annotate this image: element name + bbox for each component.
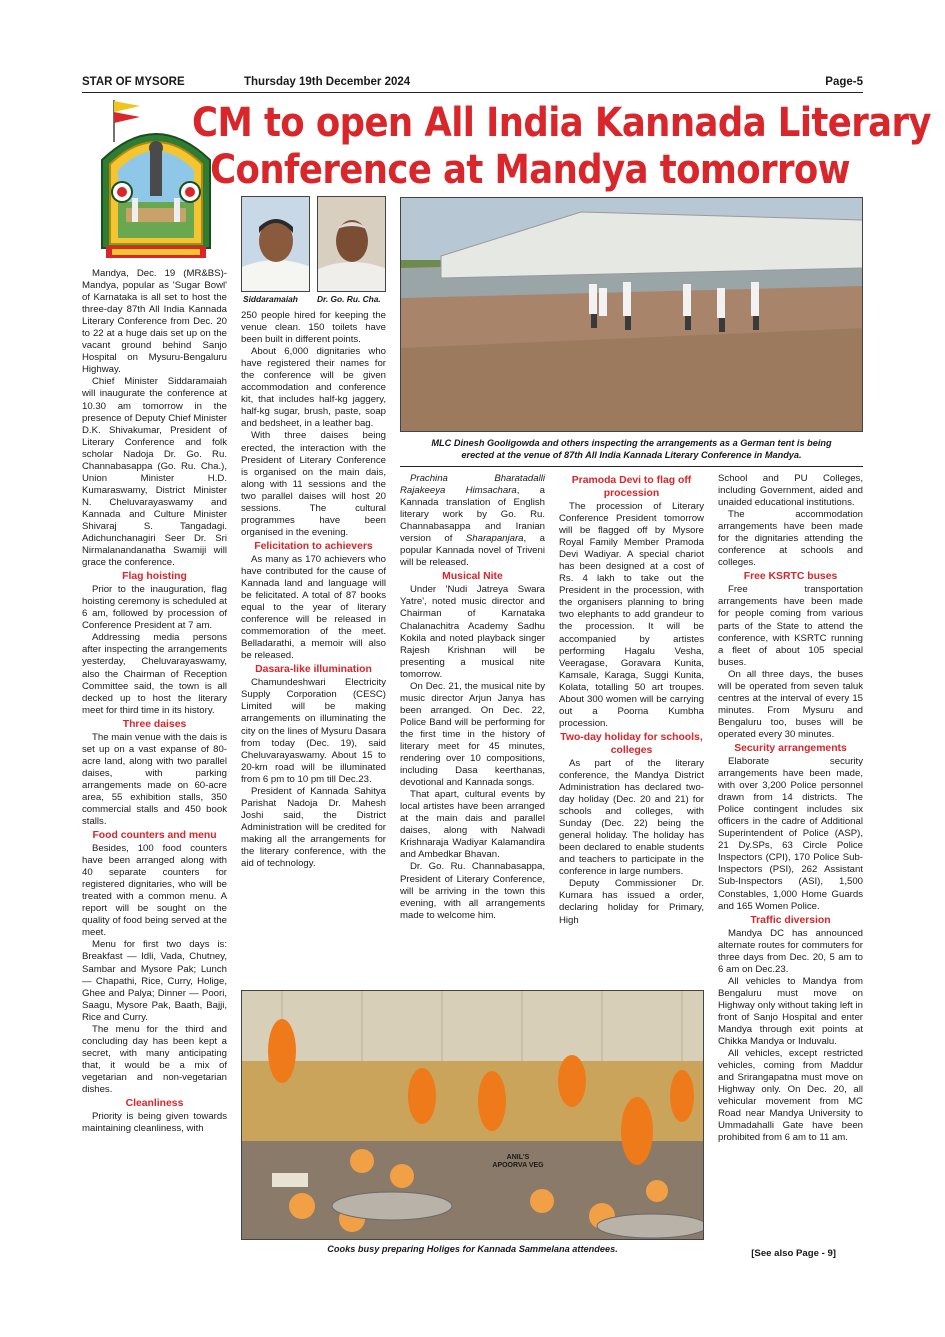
paragraph: The menu for the third and concluding day has been kept a secret, with many anticipating that, it would be a mix of vegetarian and non-vegetarian dishes. [82, 1023, 227, 1095]
subheading-cleanliness: Cleanliness [125, 1098, 184, 1110]
caption-holiges: Holiges [426, 1244, 460, 1254]
caption-rule [400, 466, 863, 467]
book-title-2: Sharapanjara [465, 533, 524, 545]
article-column-5 [718, 473, 863, 1144]
subheading-free-buses: Free KSRTC buses [743, 571, 838, 583]
paragraph: Elaborate security arrangements have been made, with over 3,200 Police personnel drawn from 14 districts. The Police contingent includes six officers in the cadre of Additional Superintendent of Police (ASP), 21 Dy.SPs, 63 Circle Police Inspectors (CPI), 170 Police Sub-Inspectors (PSI), 262 Assistant Sub-Inspectors (ASI), 1,500 Constables, 1,000 Home Guards and 165 Women Police. [718, 755, 863, 912]
paragraph: Mandya, Dec. 19 (MR&BS)- Mandya, popular as 'Sugar Bowl' of Karnataka is all set to host the three-day 87th All India Kannada Literary Conference from Dec. 20 to 22 at a huge dais set up on the vacant ground behind Sanjo Hospital on Mysuru-Bengaluru Highway. [82, 268, 227, 376]
portrait-siddaramaiah [241, 196, 310, 292]
paragraph: The accommodation arrangements have been made for the dignitaries attending the conference at schools and colleges. [718, 509, 863, 569]
paragraph: Free transportation arrangements have been made for people coming from various parts of the State to attend the conference, with KSRTC running a fleet of about 105 special buses. [718, 584, 863, 668]
paragraph: The procession of Literary Conference President tomorrow will be flagged off by Mysore Royal Family Member Pramoda Devi Wadiyar. A special chariot has been designed at a cost of Rs. 4 lakh to take out the President in the procession, with the organisers planning to bring two elephants to add grandeur to the procession. It will be accompanied by artistes performing Hagalu Vesha, Veeragase, Goravara Kunita, Kamsale, Karaga, Suggi Kunita, Kolata, totalling 50 art troupes. About 300 women will be carrying out a Poorna Kumbha procession. [559, 501, 704, 729]
paragraph: 250 people hired for keeping the venue clean. 150 toilets have been built in different points. [241, 310, 386, 346]
see-also-note: [See also Page - 9] [751, 1248, 836, 1259]
photo-cooks-preparing [241, 990, 704, 1240]
subheading-two-day-holiday: Two-day holiday for schools, colleges [560, 731, 703, 756]
paragraph: Priority is being given towards maintaining cleanliness, with [82, 1111, 227, 1135]
apron-label: ANIL'S APOORVA VEG [492, 1154, 544, 1169]
paragraph: About 6,000 dignitaries who have registered their names for the conference will be given accommodation and conference kit, that includes half-kg jaggery, half-kg sugar, brush, paste, soap and bedsheet, in a leather bag. [241, 346, 386, 430]
caption-line-1: MLC Dinesh Gooligowda and others inspecting the arrangements as a German tent is being [431, 438, 832, 448]
paragraph: President of Kannada Sahitya Parishat Nadoja Dr. Mahesh Joshi said, the District Administration will be credited for making all the arrangements for the literary conference, with the aid of technology. [241, 785, 386, 870]
caption-text: Cooks busy preparing [327, 1244, 427, 1254]
caption-line-2: erected at the venue of 87th All India Kannada Literary Conference in Mandya. [461, 450, 802, 460]
subheading-traffic-diversion: Traffic diversion [750, 914, 831, 926]
subheading-pramoda-devi: Pramoda Devi to flag off procession [571, 475, 692, 499]
paragraph: Prior to the inauguration, flag hoisting ceremony is scheduled at 6 am, followed by procession of Conference President at 7 am. [82, 584, 227, 632]
article-column-1 [82, 268, 227, 1135]
issue-date: Thursday 19th December 2024 [244, 76, 411, 88]
paragraph: Under 'Nudi Jatreya Swara Yatre', noted music director and Chairman of Karnataka Chalanachitra Academy Sadhu Kokila and noted playback singer Rajesh Krishnan will be presenting a musical nite tomorrow. [400, 584, 545, 680]
paragraph: All vehicles to Mandya from Bengaluru must move on Highway only without taking left in front of Sanjo Hospital and enter Mandya through exit points at Chikka Mandya or Induvalu. [718, 975, 863, 1048]
masthead-rule [82, 92, 863, 93]
subheading-felicitation: Felicitation to achievers [254, 540, 373, 552]
paragraph: On Dec. 21, the musical nite by music director Arjun Janya has been arranged. On Dec. 22, Police Band will be performing for the first time in the history of literary meet for 45 minutes, rendering over 10 compositions, including Dasa keerthanas, devotional and Kannada songs. [400, 680, 545, 789]
portrait-caption-left: Siddaramaiah [243, 294, 298, 304]
paragraph: Deputy Commissioner Dr. Kumara has issued a order, declaring holiday for Primary, High [559, 878, 704, 926]
subheading-food-counters: Food counters and menu [92, 830, 217, 842]
caption-cooks-preparing [241, 1243, 704, 1255]
paragraph: Menu for first two days is: Breakfast — Idli, Vada, Chutney, Sambar and Mysore Pak; Lunch — Chapathi, Rice, Curry, Holige, Ghee and Palya; Dinner — Poori, Saagu, Mysore Pak, Baath, Bajji, Rice and Curry. [82, 939, 227, 1023]
subheading-three-daises: Three daises [122, 718, 187, 730]
paragraph: On all three days, the buses will be operated from seven taluk centres at the interval of every 15 minutes. From Mysuru and Bengaluru too, buses will be operated every 30 minutes. [718, 668, 863, 740]
paragraph: That apart, cultural events by local artistes have been arranged at the main dais and parallel daises, along with Nalwadi Krishnaraja Wadiyar Kalamandira and Ambedkar Bhavan. [400, 789, 545, 861]
main-headline [192, 100, 931, 194]
page-number: Page-5 [825, 76, 863, 88]
paragraph: All vehicles, except restricted vehicles, coming from Maddur and Srirangapatna must move on Highway only. On Dec. 20, all vehicular movement from MC Road near Mandya University to Ummadahalli Gate have been prohibited from 6 am to 11 am. [718, 1048, 863, 1144]
subheading-flag-hoisting: Flag hoisting [122, 571, 187, 583]
paragraph: Dr. Go. Ru. Channabasappa, President of Literary Conference, will be arriving in the town this evening, with all arrangements made to welcome him. [400, 861, 545, 921]
newspaper-name: STAR OF MYSORE [82, 76, 185, 88]
paragraph-text: , a popular Kannada novel of Triveni will be released. [400, 533, 545, 569]
portrait-caption-right: Dr. Go. Ru. Cha. [317, 294, 381, 304]
paragraph [400, 473, 545, 569]
paragraph: As many as 170 achievers who have contributed for the cause of Kannada land and language will be felicitated. A total of 87 books equal to the year of literary conference will be released in commemoration of the meet. Belladarathi, a memoir will also be released. [241, 553, 386, 662]
paragraph: Addressing media persons after inspecting the arrangements yesterday, Cheluvarayaswamy, also the Chairman of Reception Committee said, the town is all decked up to host the literary meet for third time in its history. [82, 632, 227, 716]
masthead [82, 76, 863, 92]
subheading-security: Security arrangements [734, 742, 847, 754]
article-column-2 [241, 310, 386, 870]
paragraph: Chief Minister Siddaramaiah will inaugurate the conference at 10.30 am tomorrow in the presence of Deputy Chief Minister D.K. Shivakumar, President of Literary Conference and folk scholar Nadoja Dr. Go. Ru. Channabasappa (Go. Ru. Cha.), Union Minister H.D. Kumaraswamy, District Minister N. Cheluvarayaswamy and Kannada and Culture Minister Shivaraj S. Tangadagi. Adichunchanagiri Seer Dr. Sri Nirmalanandanatha Swamiji will grace the conference. [82, 376, 227, 569]
headline-line-1: CM to open All India Kannada Literary [192, 100, 931, 146]
paragraph: School and PU Colleges, including Government, aided and unaided educational institutions. [718, 473, 863, 509]
paragraph: Chamundeshwari Electricity Supply Corporation (CESC) Limited will be making arrangements on illuminating the city on the lines of Mysuru Dasara from today (Dec. 19), said Cheluvarayaswamy. About 15 to 20-km road will be illuminated from 6 pm to 10 pm till Dec.23. [241, 677, 386, 785]
portrait-go-ru-cha [317, 196, 386, 292]
book-title-1: Prachina Bharatadalli Rajakeeya Himsachara [400, 473, 545, 497]
subheading-dasara-illumination: Dasara-like illumination [255, 664, 372, 676]
paragraph: With three daises being erected, the interaction with the President of Literary Conference is organised on the main dais, along with 11 sessions and the two parallel daises will host 20 sessions. The cultural programmes have been organised in the evening. [241, 430, 386, 538]
caption-venue-inspection [400, 437, 863, 461]
subheading-musical-nite: Musical Nite [442, 571, 503, 583]
article-column-4 [559, 473, 704, 927]
paragraph-text: , a Kannada translation of English literary work by Go. Ru. Channabasappa and Iranian version of [400, 485, 545, 545]
photo-venue-inspection [400, 197, 863, 432]
paragraph: Besides, 100 food counters have been arranged along with 40 separate counters for registered dignitaries, who will be treated with a common menu. A report will be sought on the quality of food being served at the meet. [82, 843, 227, 939]
caption-text: for Kannada Sammelana attendees. [459, 1244, 618, 1254]
headline-line-2: Conference at Mandya tomorrow [210, 147, 850, 193]
paragraph: The main venue with the dais is set up on a vast expanse of 80-acre land, along with two parallel daises, with parking arrangements made on 60-acre area, 55 exhibition stalls, 350 commercial stalls and 450 book stalls. [82, 731, 227, 828]
paragraph: As part of the literary conference, the Mandya District Administration has declared two-day holiday (Dec. 20 and 21) for schools and colleges, with Sunday (Dec. 22) being the general holiday. The holiday has been declared to enable students and teachers to participate in the conference in large numbers. [559, 757, 704, 878]
paragraph: Mandya DC has announced alternate routes for commuters for three days from Dec. 20, 5 am to 6 am on Dec.23. [718, 927, 863, 975]
article-column-3 [400, 473, 545, 922]
